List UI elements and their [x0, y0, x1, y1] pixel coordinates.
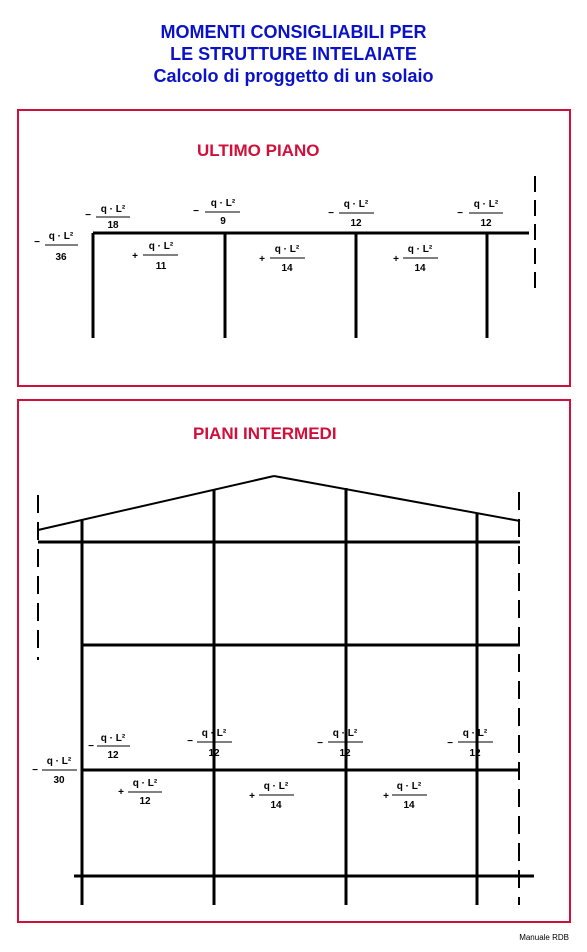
moment-top-2 [193, 198, 240, 227]
moment-numerator: q · L² [396, 781, 422, 792]
moment-denominator: 11 [155, 261, 167, 272]
moment-numerator: q · L² [407, 244, 433, 255]
moment-top-0 [34, 231, 78, 263]
moment-bottom-3 [317, 728, 363, 759]
moment-bottom-2 [187, 728, 232, 759]
moment-top-5 [132, 241, 178, 272]
moment-sign: + [259, 254, 265, 265]
moment-sign: − [193, 206, 199, 217]
moment-denominator: 30 [53, 775, 65, 786]
moment-numerator: q · L² [48, 231, 74, 242]
moment-bottom-5 [118, 778, 162, 807]
moment-denominator: 12 [469, 748, 481, 759]
moment-top-3 [328, 199, 374, 229]
roof-left-slope [38, 476, 274, 530]
moment-denominator: 12 [208, 748, 220, 759]
title-line-2: LE STRUTTURE INTELAIATE [170, 44, 417, 64]
moment-denominator: 12 [339, 748, 351, 759]
moment-top-4 [457, 199, 503, 229]
moment-top-7 [393, 244, 438, 274]
moment-denominator: 14 [281, 263, 293, 274]
moment-sign: − [317, 738, 323, 749]
moment-bottom-6 [249, 781, 294, 811]
moment-sign: + [118, 787, 124, 798]
moment-numerator: q · L² [462, 728, 488, 739]
moment-sign: − [447, 738, 453, 749]
moment-sign: − [32, 765, 38, 776]
top-panel-title: ULTIMO PIANO [197, 141, 320, 160]
moment-sign: − [88, 741, 94, 752]
moment-denominator: 14 [414, 263, 426, 274]
moment-numerator: q · L² [210, 198, 236, 209]
moment-numerator: q · L² [46, 756, 72, 767]
moment-sign: + [132, 251, 138, 262]
moment-numerator: q · L² [343, 199, 369, 210]
moment-bottom-7 [383, 781, 427, 811]
moment-sign: − [457, 208, 463, 219]
moment-sign: − [34, 237, 40, 248]
bottom-panel-title: PIANI INTERMEDI [193, 424, 337, 443]
moment-sign: + [383, 791, 389, 802]
moment-denominator: 14 [270, 800, 282, 811]
moment-numerator: q · L² [274, 244, 300, 255]
moment-sign: − [85, 210, 91, 221]
moment-numerator: q · L² [201, 728, 227, 739]
moment-bottom-1 [88, 733, 130, 761]
moment-numerator: q · L² [100, 733, 126, 744]
moment-top-1 [85, 204, 130, 231]
moment-top-6 [259, 244, 305, 274]
moment-denominator: 12 [350, 218, 362, 229]
moment-numerator: q · L² [263, 781, 289, 792]
moment-denominator: 12 [139, 796, 151, 807]
moment-numerator: q · L² [473, 199, 499, 210]
moment-denominator: 18 [107, 220, 119, 231]
title-line-3: Calcolo di proggetto di un solaio [153, 66, 434, 86]
moment-denominator: 9 [220, 216, 226, 227]
moment-numerator: q · L² [148, 241, 174, 252]
moment-sign: + [249, 791, 255, 802]
roof-right-slope [274, 476, 520, 521]
moment-denominator: 12 [107, 750, 119, 761]
credit-text: Manuale RDB [519, 933, 569, 942]
moment-numerator: q · L² [332, 728, 358, 739]
moment-numerator: q · L² [132, 778, 158, 789]
moment-sign: + [393, 254, 399, 265]
bottom-frame [38, 488, 534, 905]
moment-bottom-4 [447, 728, 493, 759]
moment-numerator: q · L² [100, 204, 126, 215]
moment-denominator: 12 [480, 218, 492, 229]
title-line-1: MOMENTI CONSIGLIABILI PER [160, 22, 427, 42]
moment-sign: − [187, 736, 193, 747]
roof [38, 476, 520, 530]
moment-denominator: 36 [55, 252, 67, 263]
moment-denominator: 14 [403, 800, 415, 811]
moment-sign: − [328, 208, 334, 219]
moment-bottom-0 [32, 756, 77, 786]
